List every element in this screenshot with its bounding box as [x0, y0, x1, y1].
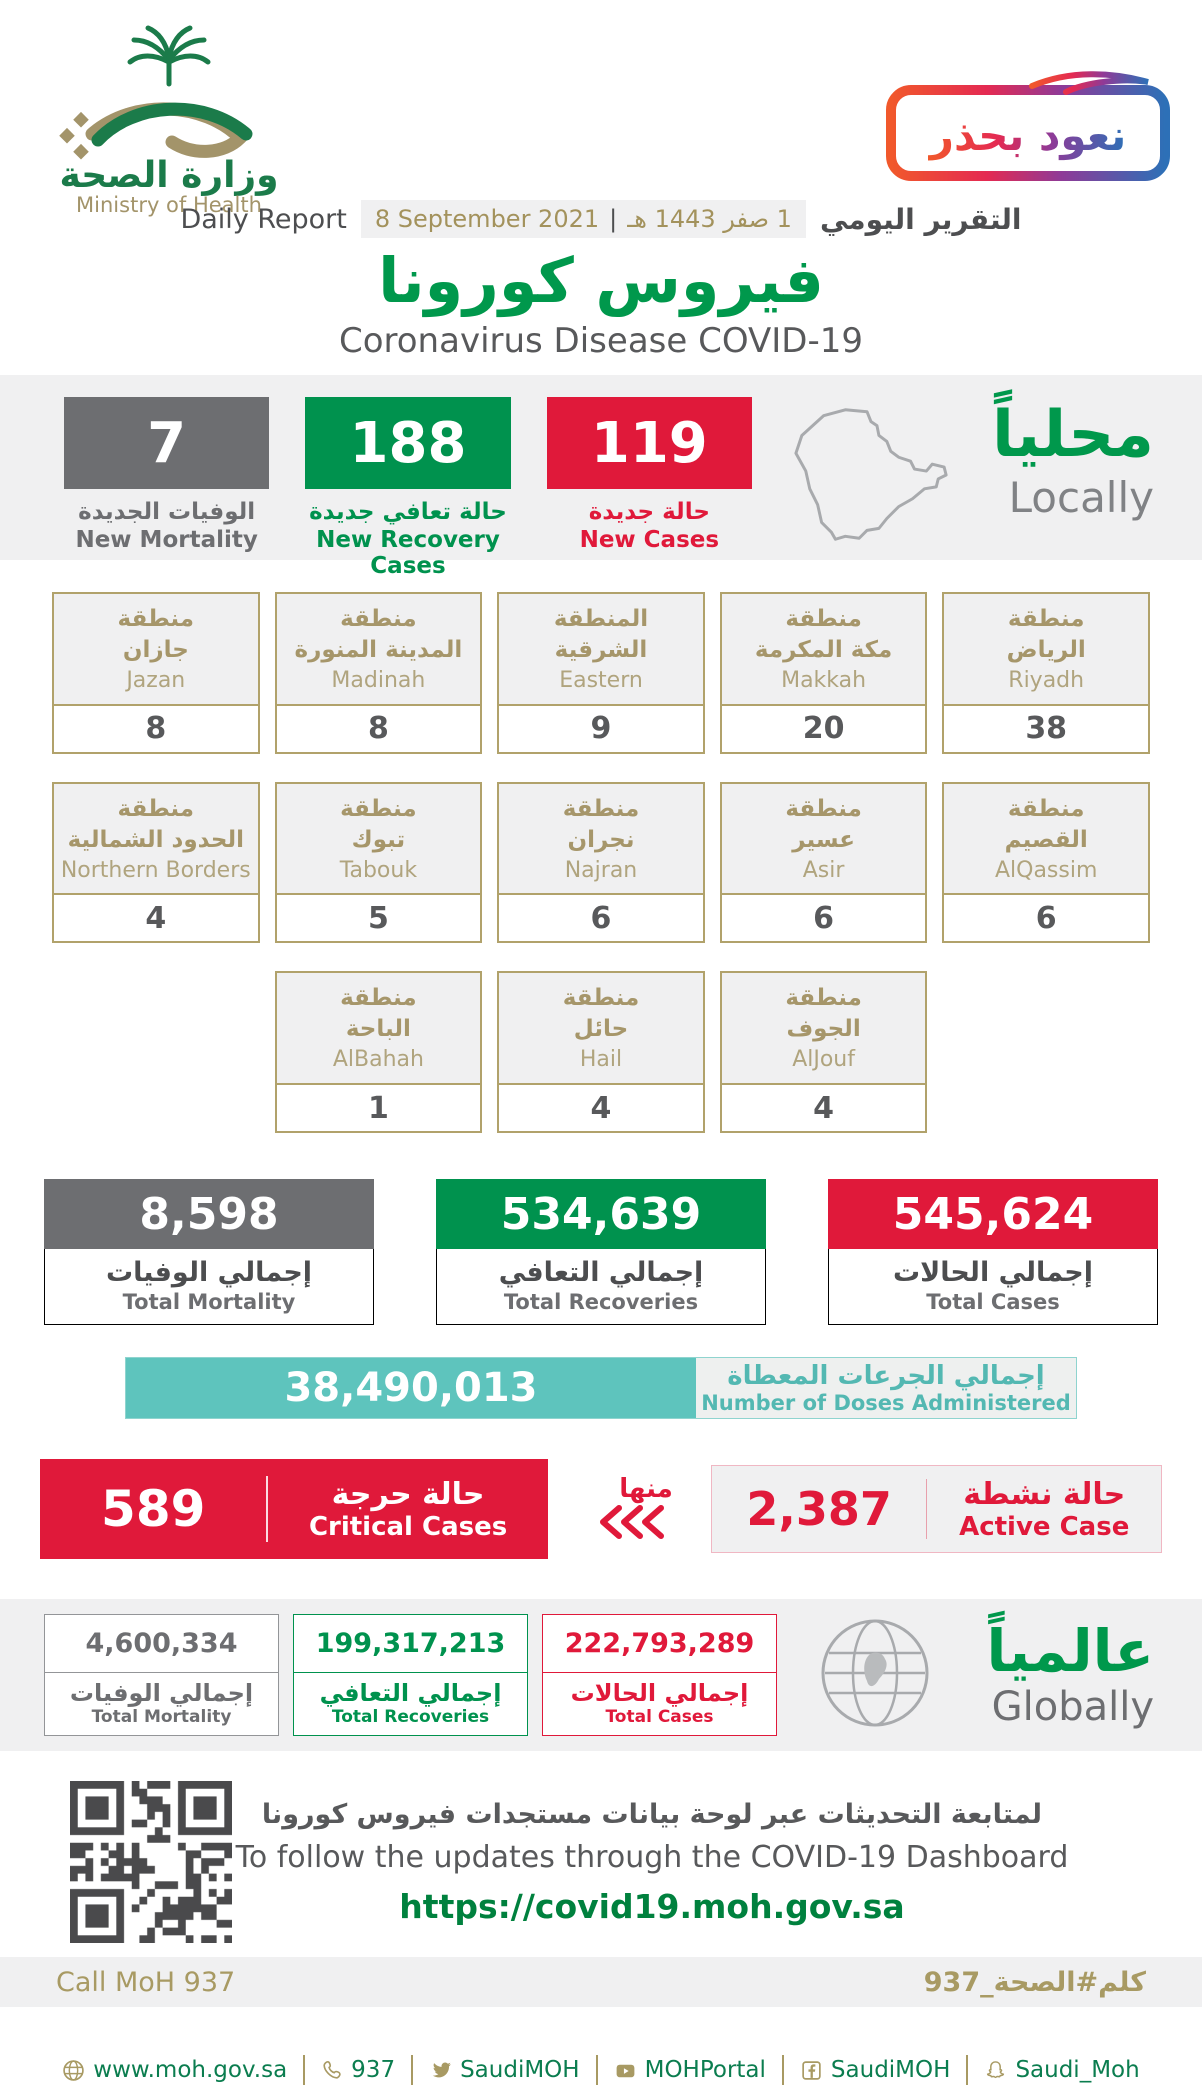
separator — [966, 2055, 968, 2085]
total-cases-label-ar: إجمالي الحالات — [892, 1257, 1094, 1289]
date-hijri: 1 صفر 1443 هـ — [627, 205, 792, 233]
region-value: 1 — [367, 1090, 389, 1126]
daily-report-ar: التقرير اليومي — [819, 202, 1022, 236]
doses-label-ar: إجمالي الجرعات المعطاة — [727, 1361, 1045, 1392]
region-name-en: AlQassim — [994, 857, 1098, 883]
separator — [411, 2055, 413, 2085]
region-label-prefix: منطقة — [1007, 795, 1085, 822]
local-heading-en: Locally — [1008, 473, 1155, 522]
global-recoveries-label-ar: إجمالي التعافي — [319, 1679, 502, 1708]
region-name-en: Madinah — [331, 668, 426, 694]
global-recoveries-label-en: Total Recoveries — [331, 1707, 490, 1728]
active-cases-label-ar: حالة نشطة — [963, 1476, 1126, 1512]
youtube-link[interactable] — [614, 2057, 766, 2083]
header — [0, 0, 1202, 217]
doses-label-en: Number of Doses Administered — [701, 1391, 1071, 1416]
region-card-aljouf — [720, 971, 928, 1133]
global-mortality-card — [44, 1614, 279, 1736]
logo-english-text: Ministry of Health — [76, 193, 262, 217]
youtube-label: MOHPortal — [644, 2057, 766, 2084]
region-value: 6 — [813, 900, 835, 936]
phone-link[interactable] — [321, 2057, 395, 2083]
badge-icon — [882, 66, 1174, 186]
total-recoveries-label-en: Total Recoveries — [503, 1290, 699, 1315]
region-value: 5 — [367, 900, 389, 936]
region-value: 8 — [367, 711, 389, 747]
new-mortality-label-ar: الوفيات الجديدة — [78, 499, 256, 525]
global-heading-ar: عالمياً — [986, 1616, 1154, 1685]
global-section — [0, 1599, 1202, 1751]
critical-cases-label-ar: حالة حرجة — [331, 1476, 485, 1512]
region-label-prefix: منطقة — [1007, 606, 1085, 632]
region-name-ar: القصيم — [1004, 826, 1088, 853]
region-name-ar: المدينة المنورة — [294, 637, 463, 664]
separator — [303, 2055, 305, 2085]
region-card-tabouk — [275, 782, 483, 944]
new-mortality-stat — [64, 397, 269, 553]
region-name-ar: الحدود الشمالية — [67, 826, 245, 853]
region-card-madinah — [275, 592, 483, 754]
active-cases-label-en: Active Case — [959, 1511, 1130, 1542]
total-recoveries-value: 534,639 — [436, 1179, 766, 1249]
region-name-ar: تبوك — [351, 826, 406, 853]
region-value: 20 — [802, 711, 845, 747]
region-label-prefix: منطقة — [785, 606, 862, 632]
region-name-en: AlBahah — [332, 1047, 424, 1073]
new-cases-label-ar: حالة جديدة — [588, 499, 710, 525]
total-recoveries-card — [436, 1179, 766, 1325]
footer-band — [0, 1957, 1202, 2007]
daily-report-en: Daily Report — [180, 203, 347, 235]
facebook-link[interactable] — [800, 2057, 951, 2083]
global-cases-label-en: Total Cases — [605, 1707, 714, 1728]
phone-label: 937 — [351, 2057, 396, 2084]
critical-active-row — [0, 1459, 1202, 1559]
dashboard-url-link[interactable]: https://covid19.moh.gov.sa — [399, 1886, 905, 1926]
snapchat-label: Saudi_Moh — [1015, 2057, 1140, 2084]
region-name-ar: الباحة — [345, 1016, 411, 1043]
critical-cases-label-en: Critical Cases — [308, 1511, 508, 1542]
new-recovery-label-en: New Recovery Cases — [316, 527, 500, 579]
twitter-icon — [429, 2059, 452, 2082]
global-cases-value: 222,793,289 — [543, 1615, 776, 1673]
global-mortality-label-en: Total Mortality — [91, 1707, 232, 1728]
page-title-en: Coronavirus Disease COVID-19 — [338, 321, 863, 361]
region-name-ar: الجوف — [786, 1016, 861, 1043]
separator — [596, 2055, 598, 2085]
youtube-icon — [614, 2059, 637, 2082]
region-name-ar: الشرقية — [554, 637, 648, 664]
new-mortality-label-en: New Mortality — [75, 527, 258, 553]
global-heading — [986, 1616, 1158, 1730]
region-name-ar: نجران — [567, 826, 635, 853]
saudi-map-icon — [788, 401, 956, 555]
region-name-en: Jazan — [126, 668, 186, 694]
call-moh-label: Call MoH 937 — [56, 1966, 236, 1998]
facebook-label: SaudiMOH — [830, 2057, 951, 2084]
local-heading — [991, 398, 1172, 522]
region-value: 6 — [1035, 900, 1057, 936]
region-value: 6 — [590, 900, 612, 936]
facebook-icon — [800, 2059, 823, 2082]
region-label-prefix: منطقة — [785, 795, 862, 822]
total-mortality-value: 8,598 — [44, 1179, 374, 1249]
new-cases-stat — [547, 397, 752, 553]
region-value: 8 — [145, 711, 167, 747]
page-title-ar: فيروس كورونا — [378, 244, 824, 317]
doses-value: 38,490,013 — [126, 1358, 696, 1418]
date-chip — [361, 200, 806, 238]
local-section — [0, 375, 1202, 579]
moh-logo-icon — [52, 22, 287, 217]
globe-icon — [817, 1615, 933, 1735]
global-recoveries-card — [293, 1614, 528, 1736]
global-cases-card — [542, 1614, 777, 1736]
new-cases-label-en: New Cases — [579, 527, 720, 553]
total-recoveries-label-ar: إجمالي التعافي — [498, 1257, 704, 1289]
region-name-ar: مكة المكرمة — [754, 637, 893, 664]
active-cases-box — [711, 1465, 1162, 1553]
region-label-prefix: منطقة — [117, 795, 195, 822]
of-which-label-ar: منها — [619, 1474, 673, 1505]
total-cases-label-en: Total Cases — [926, 1290, 1060, 1315]
region-name-en: Najran — [564, 857, 638, 883]
region-name-en: Riyadh — [1008, 668, 1085, 694]
region-name-en: AlJouf — [792, 1047, 855, 1073]
moh-logo — [52, 22, 292, 221]
region-label-prefix: منطقة — [785, 985, 862, 1012]
global-heading-en: Globally — [991, 1683, 1154, 1730]
dashboard-line-ar: لمتابعة التحديثات عبر لوحة بيانات مستجدات فيروس كورونا — [261, 1798, 1043, 1830]
region-value: 4 — [590, 1090, 612, 1126]
region-card-makkah — [720, 592, 928, 754]
region-card-eastern — [497, 592, 705, 754]
doses-bar — [125, 1357, 1077, 1419]
region-value: 4 — [145, 900, 167, 936]
region-card-asir — [720, 782, 928, 944]
global-mortality-value: 4,600,334 — [45, 1615, 278, 1673]
dashboard-section — [0, 1781, 1202, 1943]
active-cases-value: 2,387 — [746, 1482, 892, 1537]
region-value: 38 — [1025, 711, 1068, 747]
region-label-prefix: منطقة — [340, 985, 417, 1012]
globe-icon — [62, 2059, 85, 2082]
global-cases-label-ar: إجمالي الحالات — [570, 1679, 749, 1708]
separator — [782, 2055, 784, 2085]
region-name-en: Asir — [802, 857, 845, 883]
new-recovery-value: 188 — [305, 397, 510, 489]
region-card-alqassim — [942, 782, 1150, 944]
new-mortality-value: 7 — [64, 397, 269, 489]
total-mortality-card — [44, 1179, 374, 1325]
return-with-caution-badge — [882, 66, 1174, 190]
region-name-ar: الرياض — [1006, 637, 1086, 664]
region-name-ar: حائل — [573, 1016, 629, 1043]
region-label-prefix: منطقة — [562, 985, 640, 1012]
totals-row — [0, 1179, 1202, 1325]
global-mortality-label-ar: إجمالي الوفيات — [69, 1679, 254, 1708]
region-card-northern-borders — [52, 782, 260, 944]
total-mortality-label-en: Total Mortality — [122, 1290, 296, 1315]
region-value: 4 — [813, 1090, 835, 1126]
total-cases-card — [828, 1179, 1158, 1325]
regions-grid — [0, 592, 1202, 1133]
region-name-en: Eastern — [559, 668, 643, 694]
region-card-hail — [497, 971, 705, 1133]
region-name-en: Tabouk — [339, 857, 418, 883]
region-card-riyadh — [942, 592, 1150, 754]
region-value: 9 — [590, 711, 612, 747]
twitter-label: SaudiMOH — [460, 2057, 580, 2084]
region-label-prefix: منطقة — [340, 606, 417, 632]
total-cases-value: 545,624 — [828, 1179, 1158, 1249]
critical-cases-box — [40, 1459, 548, 1559]
phone-icon — [321, 2059, 343, 2081]
total-mortality-label-ar: إجمالي الوفيات — [105, 1257, 313, 1289]
local-heading-ar: محلياً — [991, 398, 1155, 472]
website-label: www.moh.gov.sa — [93, 2057, 288, 2084]
region-name-en: Makkah — [781, 668, 867, 694]
region-name-ar: جازان — [122, 637, 189, 664]
date-row — [0, 200, 1202, 238]
of-which-indicator — [572, 1474, 689, 1544]
new-recovery-stat — [305, 397, 510, 579]
region-label-prefix: منطقة — [562, 795, 640, 822]
new-cases-value: 119 — [547, 397, 752, 489]
region-name-ar: عسير — [792, 826, 855, 853]
twitter-link[interactable] — [429, 2057, 580, 2083]
region-label-prefix: منطقة — [340, 795, 417, 822]
region-card-albahah — [275, 971, 483, 1133]
region-label-prefix: المنطقة — [553, 606, 649, 632]
chevrons-left-icon — [594, 1504, 666, 1540]
region-name-en: Hail — [579, 1047, 623, 1073]
region-name-en: Northern Borders — [60, 857, 251, 883]
snapchat-link[interactable] — [984, 2057, 1139, 2083]
date-gregorian: 8 September 2021 — [374, 205, 600, 233]
logo-arabic-text: وزارة الصحة — [59, 155, 279, 196]
qr-code — [70, 1781, 232, 1943]
website-link[interactable] — [62, 2057, 287, 2083]
region-card-najran — [497, 782, 705, 944]
snapchat-icon — [984, 2059, 1007, 2082]
dashboard-line-en: To follow the updates through the COVID-19 Dashboard — [235, 1839, 1069, 1875]
global-recoveries-value: 199,317,213 — [294, 1615, 527, 1673]
hashtag-label: كلم#الصحة_937 — [923, 1966, 1146, 1998]
badge-text: نعود بحذر — [929, 111, 1127, 160]
region-card-jazan — [52, 592, 260, 754]
new-recovery-label-ar: حالة تعافي جديدة — [309, 499, 507, 525]
region-label-prefix: منطقة — [117, 606, 195, 632]
critical-cases-value: 589 — [101, 1480, 206, 1539]
social-bar — [0, 2055, 1202, 2085]
date-separator: | — [609, 205, 618, 233]
